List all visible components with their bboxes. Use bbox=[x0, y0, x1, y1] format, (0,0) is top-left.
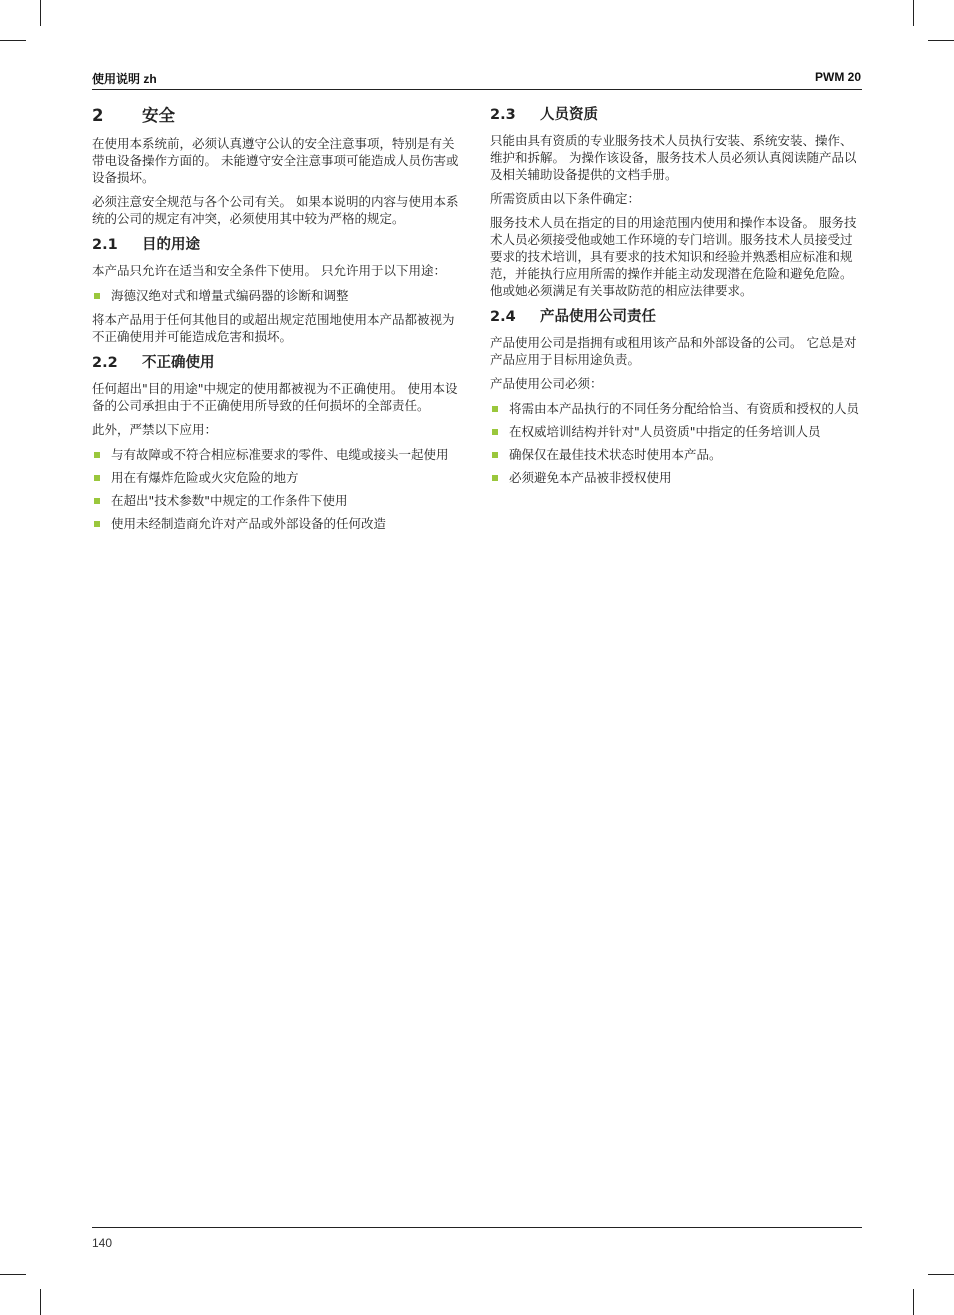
list-item-text: 确保仅在最佳技术状态时使用本产品。 bbox=[509, 447, 722, 462]
list-item bbox=[92, 286, 462, 305]
paragraph: 必须注意安全规范与各个公司有关。 如果本说明的内容与使用本系统的公司的规定有冲突，必须使用其中较为严格的规定。 bbox=[92, 194, 459, 226]
list-item bbox=[490, 468, 860, 487]
list-item-text: 在超出"技术参数"中规定的工作条件下使用 bbox=[111, 493, 348, 508]
section-title: 目的用途 bbox=[142, 237, 200, 253]
crop-mark bbox=[0, 40, 26, 41]
list-item bbox=[92, 514, 462, 533]
list-item-text: 海德汉绝对式和增量式编码器的诊断和调整 bbox=[111, 288, 349, 303]
paragraph: 将本产品用于任何其他目的或超出规定范围地使用本产品都被视为不正确使用并可能造成危害和损坏。 bbox=[92, 312, 455, 344]
page-number: 140 bbox=[92, 1236, 113, 1250]
header-doc-title: 使用说明 zh bbox=[92, 72, 157, 86]
list-item-text: 必须避免本产品被非授权使用 bbox=[509, 470, 672, 485]
left-column bbox=[92, 104, 462, 539]
section-2-2-heading bbox=[92, 352, 462, 374]
list-item-text: 使用未经制造商允许对产品或外部设备的任何改造 bbox=[111, 516, 387, 531]
crop-mark bbox=[913, 0, 914, 26]
paragraph: 只能由具有资质的专业服务技术人员执行安装、系统安装、操作、维护和拆解。 为操作该设备，服务技术人员必须认真阅读随产品以及相关辅助设备提供的文档手册。 bbox=[490, 133, 857, 182]
section-2-heading bbox=[92, 104, 462, 128]
crop-mark bbox=[913, 1289, 914, 1315]
list-item-text: 用在有爆炸危险或火灾危险的地方 bbox=[111, 470, 299, 485]
paragraph: 产品使用公司必须： bbox=[490, 376, 603, 391]
paragraph: 服务技术人员在指定的目的用途范围内使用和操作本设备。 服务技术人员必须接受他或她工作环境的专门培训。服务技术人员接受过要求的技术培训，具有要求的技术知识和经验并熟悉相应标准和规范，并能执行应用所需的操作并能主动发现潜在危险和避免危险。 他或她必须满足有关事故防范的相应法律要求。 bbox=[490, 215, 857, 298]
section-2-4-heading bbox=[490, 306, 860, 328]
square-bullet-icon bbox=[492, 429, 498, 435]
paragraph: 产品使用公司是指拥有或租用该产品和外部设备的公司。 它总是对产品应用于目标用途负责。 bbox=[490, 335, 857, 367]
paragraph: 任何超出"目的用途"中规定的使用都被视为不正确使用。 使用本设备的公司承担由于不正确使用所导致的任何损坏的全部责任。 bbox=[92, 381, 458, 413]
paragraph: 所需资质由以下条件确定： bbox=[490, 191, 641, 206]
list-item bbox=[92, 468, 462, 487]
bullet-list bbox=[92, 286, 462, 305]
section-number: 2.2 bbox=[92, 355, 118, 371]
square-bullet-icon bbox=[94, 521, 100, 527]
square-bullet-icon bbox=[492, 475, 498, 481]
section-2-1-heading bbox=[92, 234, 462, 256]
bullet-list bbox=[490, 399, 860, 487]
square-bullet-icon bbox=[94, 452, 100, 458]
list-item bbox=[92, 491, 462, 510]
header-divider bbox=[92, 89, 862, 90]
crop-mark bbox=[928, 1274, 954, 1275]
crop-mark bbox=[40, 1289, 41, 1315]
section-title: 不正确使用 bbox=[142, 355, 215, 371]
crop-mark bbox=[0, 1274, 26, 1275]
paragraph: 在使用本系统前，必须认真遵守公认的安全注意事项，特别是有关带电设备操作方面的。 未能遵守安全注意事项可能造成人员伤害或设备损坏。 bbox=[92, 136, 459, 185]
list-item bbox=[490, 399, 860, 418]
list-item bbox=[490, 422, 860, 441]
square-bullet-icon bbox=[94, 475, 100, 481]
list-item bbox=[490, 445, 860, 464]
list-item-text: 与有故障或不符合相应标准要求的零件、电缆或接头一起使用 bbox=[111, 447, 449, 462]
right-column bbox=[490, 104, 860, 493]
list-item-text: 将需由本产品执行的不同任务分配给恰当、有资质和授权的人员 bbox=[509, 401, 860, 416]
section-number: 2.1 bbox=[92, 237, 118, 253]
header-product-name: PWM 20 bbox=[814, 70, 861, 84]
square-bullet-icon bbox=[492, 406, 498, 412]
list-item bbox=[92, 445, 462, 464]
footer-divider bbox=[92, 1227, 862, 1228]
section-2-3-heading bbox=[490, 104, 860, 126]
section-number: 2 bbox=[92, 106, 104, 125]
section-number: 2.4 bbox=[490, 309, 516, 325]
section-number: 2.3 bbox=[490, 107, 516, 123]
square-bullet-icon bbox=[94, 293, 100, 299]
section-title: 产品使用公司责任 bbox=[540, 309, 656, 325]
section-title: 人员资质 bbox=[540, 107, 598, 123]
bullet-list bbox=[92, 445, 462, 533]
crop-mark bbox=[40, 0, 41, 26]
square-bullet-icon bbox=[94, 498, 100, 504]
paragraph: 本产品只允许在适当和安全条件下使用。 只允许用于以下用途： bbox=[92, 263, 446, 278]
paragraph: 此外，严禁以下应用： bbox=[92, 422, 218, 437]
list-item-text: 在权威培训结构并针对"人员资质"中指定的任务培训人员 bbox=[509, 424, 821, 439]
section-title: 安全 bbox=[142, 106, 175, 125]
crop-mark bbox=[928, 40, 954, 41]
square-bullet-icon bbox=[492, 452, 498, 458]
